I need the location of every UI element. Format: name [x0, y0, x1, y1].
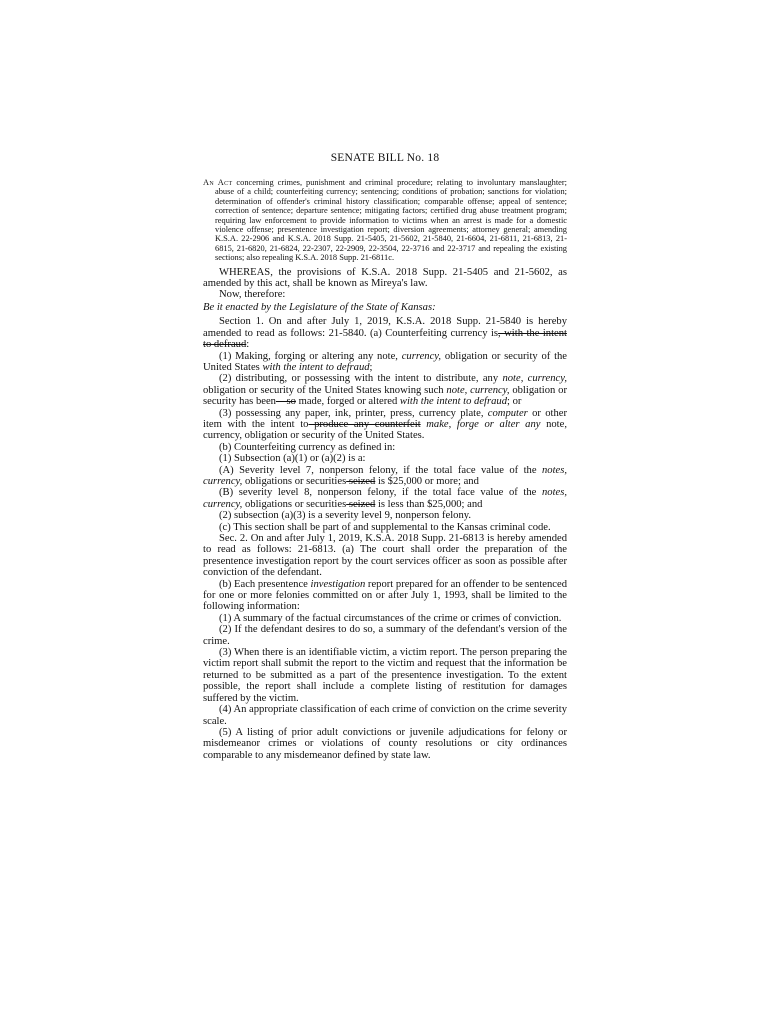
section-1-b1A: [203, 465, 567, 488]
a2-text-end: ; or: [507, 396, 522, 408]
whereas-clause: WHEREAS, the provisions of K.S.A. 2018 Supp. 21-5405 and 21-5602, as amended by this act, shall be known as Mireya's law.: [203, 266, 567, 290]
s1-struck-text: , with the intent to defraud: [203, 327, 567, 351]
section-2-b: [203, 579, 567, 613]
bill-page: [203, 152, 567, 761]
section-1-intro: [203, 316, 567, 350]
bA-text-end: is $25,000 or more; and: [375, 475, 479, 487]
bB-text: (B) severity level 8, nonperson felony, if the total face value of the: [219, 487, 542, 499]
bA-inserted: notes, currency,: [203, 464, 567, 487]
section-1-a2: [203, 373, 567, 407]
a2-text-2: obligation or security of the United States knowing such: [203, 384, 447, 396]
act-title-paragraph: [203, 178, 567, 263]
bB-inserted: notes, currency,: [203, 487, 567, 510]
bB-text-2: obligations or securities: [242, 498, 347, 510]
bA-text-2: obligations or securities: [242, 475, 347, 487]
s1-text-end: :: [246, 339, 250, 351]
a2-inserted-2: note, currency,: [446, 384, 510, 396]
section-1-b1: (1) Subsection (a)(1) or (a)(2) is a:: [219, 453, 366, 465]
section-2-b1: (1) A summary of the factual circumstances of the crime or crimes of conviction.: [219, 612, 562, 624]
section-1-b: (b) Counterfeiting currency as defined in:: [219, 441, 396, 453]
bB-text-end: is less than $25,000; and: [375, 498, 483, 510]
s1-text: Section 1. On and after July 1, 2019, K.S.A. 2018 Supp. 21-5840 is hereby amended to read as follows: 21-5840. (a) Counterfeiting currency is: [203, 316, 567, 339]
a2-text: (2) distributing, or possessing with the intent to distribute, any: [219, 373, 503, 385]
section-1-a1: [203, 351, 567, 374]
a2-inserted: note, currency,: [502, 373, 567, 385]
a2-struck: —so: [275, 396, 296, 408]
section-1-b1B: [203, 487, 567, 510]
a1-text: (1) Making, forging or altering any note,: [219, 350, 402, 362]
a2-text-3: obligation or security has been: [203, 384, 567, 408]
a3-text-end: note, currency, obligation or security of the United States.: [203, 418, 567, 442]
a3-inserted: , computer: [480, 407, 528, 419]
section-2-b2: (2) If the defendant desires to do so, a summary of the defendant's version of the crime.: [203, 624, 567, 647]
a1-inserted-2: with the intent to defraud: [262, 361, 370, 373]
enacting-clause: Be it enacted by the Legislature of the State of Kansas:: [203, 301, 436, 313]
a1-text-end: ;: [369, 361, 373, 373]
bill-title: SENATE BILL No. 18: [330, 152, 440, 164]
a3-text-2: or other item with the intent to: [203, 407, 568, 430]
bA-struck: seized: [346, 475, 376, 487]
a1-text-2: obligation or security of the United States: [203, 350, 568, 373]
a3-inserted-2: make, forge or alter any: [420, 418, 541, 430]
bA-text: (A) Severity level 7, nonperson felony, if the total face value of the: [219, 464, 542, 476]
section-1-c: (c) This section shall be part of and supplemental to the Kansas criminal code.: [219, 521, 551, 533]
bB-struck: seized: [346, 498, 376, 510]
section-1-a3: [203, 408, 567, 442]
section-2-b5: (5) A listing of prior adult convictions or juvenile adjudications for felony or misdemeanor crimes or violations of county resolutions or city ordinances comparable to any misdemeanor defined by state law.: [203, 726, 567, 761]
a2-inserted-3: with the intent to defraud: [399, 396, 508, 408]
s2b-text-end: report prepared for an offender to be sentenced for one or more felonies committed on or after July 1, 1993, shall be limited to the following information:: [203, 578, 568, 613]
section-2-b3: (3) When there is an identifiable victim, a victim report. The person preparing the victim report shall submit the report to the victim and request that the information be returned to be submitted as a part of the presentence investigation. To the extent possible, the report shall include a complete listing of restitution for damages suffered by the victim.: [203, 647, 567, 704]
section-2-intro: Sec. 2. On and after July 1, 2019, K.S.A. 2018 Supp. 21-6813 is hereby amended to read as follows: 21-6813. (a) The court shall order the preparation of the presentence investigation report by the court services officer as soon as possible after conviction of the defendant.: [203, 533, 567, 579]
bill-body: [203, 267, 567, 761]
section-1-b2: (2) subsection (a)(3) is a severity level 9, nonperson felony.: [219, 510, 472, 522]
a2-text-4: made, forged or altered: [295, 396, 400, 408]
now-therefore: Now, therefore:: [219, 289, 286, 301]
s2b-inserted: investigation: [310, 578, 366, 590]
a3-text: (3) possessing any paper, ink, printer, press, currency plate: [219, 407, 481, 419]
a3-struck: produce any counterfeit: [308, 418, 421, 430]
a1-inserted: currency,: [401, 350, 442, 362]
act-prefix: An Act: [203, 178, 233, 187]
act-description: concerning crimes, punishment and criminal procedure; relating to involuntary manslaughter; abuse of a child; counterfeiting currency; sentencing; conditions of probation; sanctions for violation; determination of offender's criminal history classification; comparable offense; appeal of sentence; correction of sentence; departure sentence; mitigating factors; certified drug abuse treatment program; requiring law enforcement to provide information to victims when an arrest is made for a domestic violence offense; presentence investigation report; diversion agreements; attorney general; amending K.S.A. 22-2906 and K.S.A. 2018 Supp. 21-5405, 21-5602, 21-5840, 21-6604, 21-6811, 21-6813, 21-6815, 21-6820, 21-6824, 22-2307, 22-2909, 22-3504, 22-3716 and 22-3717 and repealing the existing sections; also repealing K.S.A. 2018 Supp. 21-6811c.: [215, 178, 567, 263]
section-2-b4: (4) An appropriate classification of each crime of conviction on the crime severity scale.: [203, 704, 567, 727]
s2b-text: (b) Each presentence: [219, 578, 311, 590]
